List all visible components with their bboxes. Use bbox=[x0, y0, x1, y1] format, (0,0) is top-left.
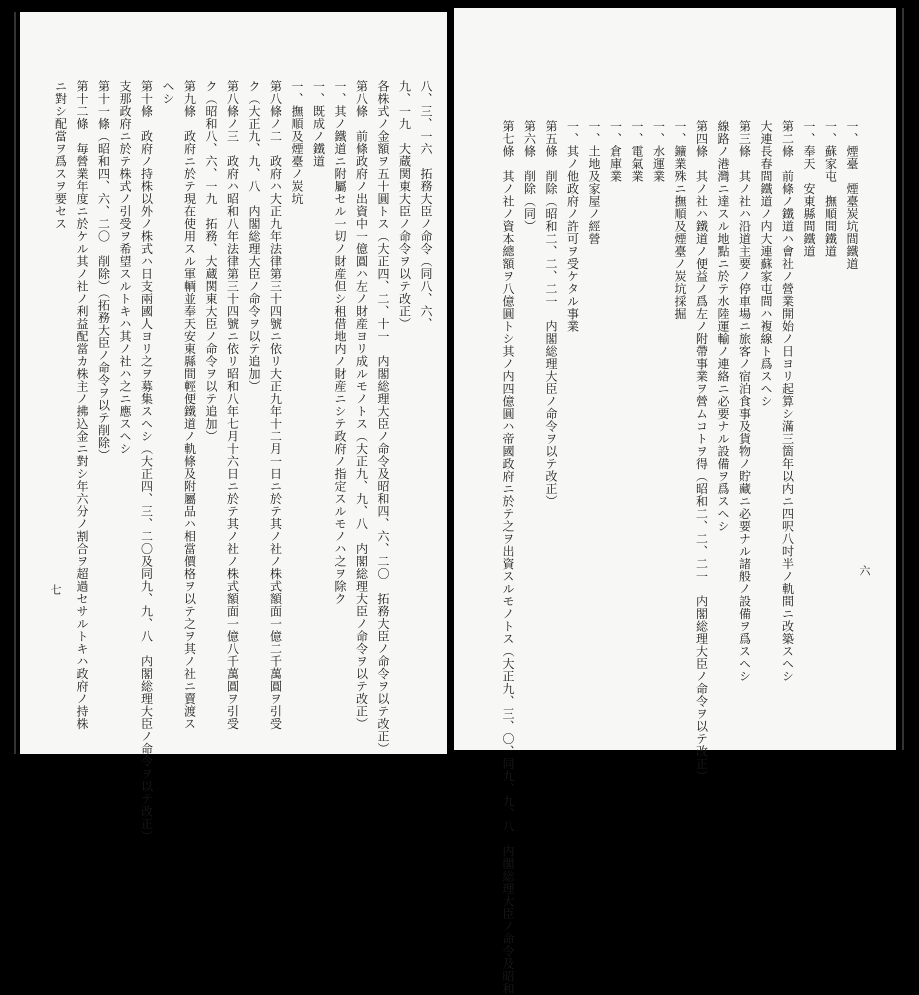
text-column: 一、蘇家屯 撫順間鐵道 bbox=[823, 120, 838, 258]
text-column: 一、水運業 bbox=[651, 120, 666, 183]
left-page-edge bbox=[14, 12, 16, 754]
page-number: 六 bbox=[858, 565, 871, 576]
text-column: 一、其ノ他政府ノ許可ヲ受ケタル事業 bbox=[565, 120, 580, 333]
text-column: 第八條ノ二 政府ハ大正九年法律第三十四號ニ依リ大正九年十二月一日ニ於テ其ノ社ノ株式額面一億二千萬圓ヲ引受 bbox=[268, 80, 283, 730]
text-column: 一、煙臺 煙臺炭坑間鐵道 bbox=[845, 120, 859, 270]
text-column: 線路ノ港灣ニ達スル地點ニ於テ水陸運輸ノ連絡ニ必要ナル設備ヲ爲スヘシ bbox=[716, 120, 730, 533]
page-number: 七 bbox=[49, 584, 62, 595]
text-column: 第二條 前條ノ鐵道ハ會社ノ營業開始ノ日ヨリ起算シ滿三箇年以内ニ四呎八吋半ノ軌間ニ改築スヘシ bbox=[780, 120, 795, 683]
text-column: 一、奉天 安東縣間鐵道 bbox=[802, 120, 816, 258]
text-column: 八、三、一六 拓務大臣ノ命令（同八、六、 bbox=[419, 80, 433, 330]
text-column: 第十條 政府ノ持株以外ノ株式ハ日支兩國人ヨリ之ヲ募集スヘシ（大正四、三、二〇及同九、九、八 内閣総理大臣ノ命令ヲ以テ改正） bbox=[139, 80, 154, 843]
text-column: 第六條 削除（同） bbox=[522, 120, 537, 233]
text-column: 第七條 其ノ社ノ資本總額ヲ八億圓トシ其ノ内四億圓ハ帝國政府ニ於テ之ヲ出資スルモノトス（大正九、三、〇、同九、九、八 内閣総理大臣ノ命令及昭和 bbox=[501, 120, 515, 995]
text-column: ク（大正九、九、八 内閣総理大臣ノ命令ヲ以テ追加） bbox=[247, 80, 261, 393]
text-column: 一、其ノ鐵道ニ附屬セル一切ノ財産但シ租借地内ノ財産ニシテ政府ノ指定スルモノハ之ヲ除ク bbox=[333, 80, 347, 605]
text-column: 第五條 削除（昭和二、二、二一 内閣総理大臣ノ命令ヲ以テ改正） bbox=[544, 120, 558, 508]
right-page bbox=[454, 8, 896, 995]
text-column: ニ對シ配當ヲ爲スヲ要セス bbox=[53, 80, 68, 230]
text-column: 第十二條 毎營業年度ニ於ケル其ノ社ノ利益配當カ株主ノ拂込金ニ對シ年六分ノ割合ヲ超過セサルトキハ政府ノ持株 bbox=[75, 80, 89, 730]
text-column: 一、既成ノ鐵道 bbox=[311, 80, 326, 168]
text-column: 一、鑛業殊ニ撫順及煙臺ノ炭坑採掘 bbox=[673, 120, 687, 320]
text-column: 第八條 前條政府ノ出資中一億圓ハ左ノ財産ヨリ成ルモノトス（大正九、九、八 内閣総理大臣ノ命令ヲ以テ改正） bbox=[354, 80, 369, 730]
text-column: 一、倉庫業 bbox=[608, 120, 623, 183]
text-column: ク（昭和八、六、一九 拓務、大蔵関東大臣ノ命令ヲ以テ追加） bbox=[204, 80, 218, 443]
text-column: 各株式ノ金額ヲ五十圓トス（大正四、二、十一 内閣総理大臣ノ命令及昭和四、六、二〇 拓務大臣ノ命令ヲ以テ改正） bbox=[376, 80, 390, 755]
text-column: 一、撫順及煙臺ノ炭坑 bbox=[290, 80, 304, 205]
text-column: 一、土地及家屋ノ經營 bbox=[587, 120, 601, 245]
text-column: 第三條 其ノ社ハ沿道主要ノ停車場ニ旅客ノ宿泊食事及貨物ノ貯藏ニ必要ナル諸般ノ設備ヲ爲スヘシ bbox=[737, 120, 752, 683]
text-column: 一、電氣業 bbox=[630, 120, 644, 183]
text-column: 大連長春間鐵道ノ内大連蘇家屯間ハ複線ト爲スヘシ bbox=[759, 120, 773, 408]
text-column: 九、一九 大蔵関東大臣ノ命令ヲ以テ改正） bbox=[397, 80, 412, 330]
left-page bbox=[20, 12, 447, 843]
text-column: 第八條ノ三 政府ハ昭和八年法律第三十四號ニ依リ昭和八年七月十六日ニ於テ其ノ社ノ株式額面一億八千萬圓ヲ引受 bbox=[225, 80, 240, 730]
text-column: 第四條 其ノ社ハ鐵道ノ便益ノ爲左ノ附帶事業ヲ營ムコトヲ得（昭和二、二、二一 内閣総理大臣ノ命令ヲ以テ改正） bbox=[694, 120, 709, 783]
text-column: 支那政府ニ於テ株式ノ引受ヲ希望スルトキハ其ノ社ハ之ニ應スヘシ bbox=[118, 80, 132, 455]
text-column: 第十一條（昭和四、六、二〇 削除）（拓務大臣ノ命令ヲ以テ削除） bbox=[96, 80, 111, 462]
right-page-edge bbox=[902, 8, 904, 750]
text-column: ヘシ bbox=[161, 80, 175, 105]
text-column: 第九條 政府ニ於テ現在使用スル軍輌並奉天安東縣間輕便鐵道ノ軌條及附屬品ハ相當價格ヲ以テ之ヲ其ノ社ニ賣渡ス bbox=[182, 80, 197, 730]
